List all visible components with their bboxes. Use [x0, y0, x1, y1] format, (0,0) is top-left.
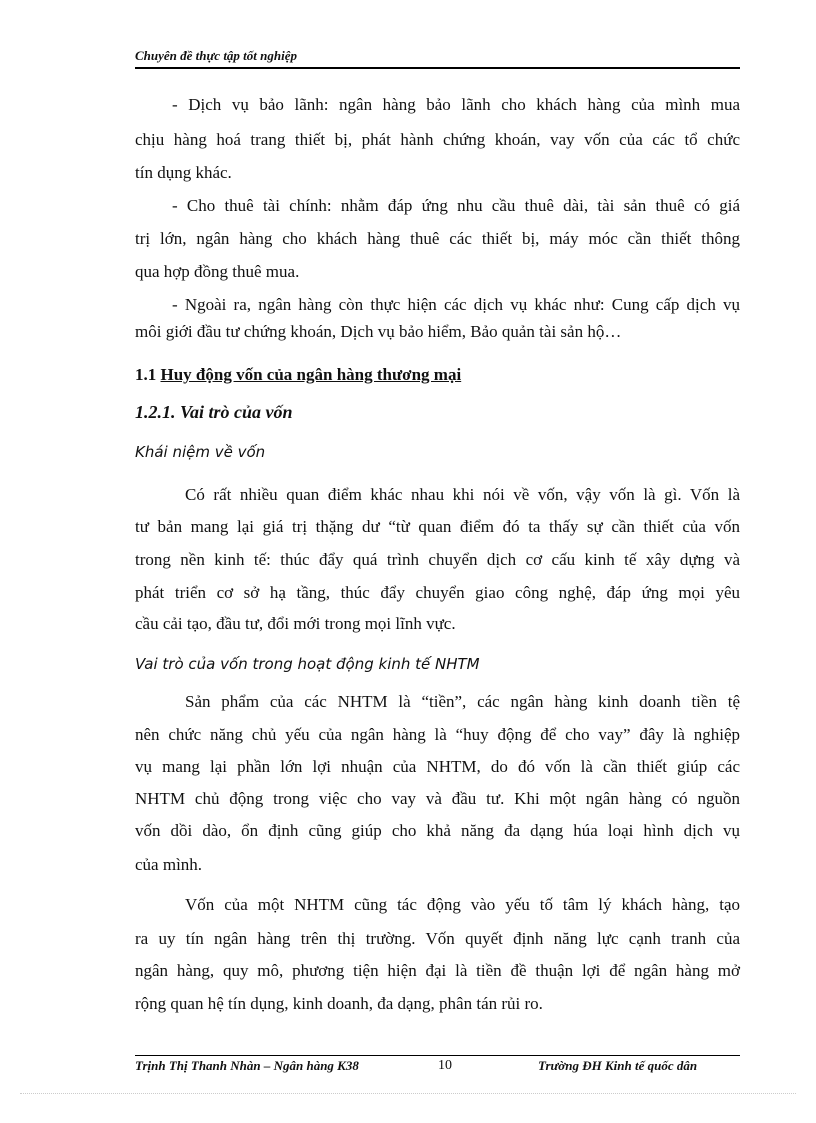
paragraph-line: môi giới đầu tư chứng khoán, Dịch vụ bảo hiểm, Bảo quản tài sản hộ… [135, 322, 622, 341]
section-heading [135, 365, 740, 385]
paragraph-line: ra uy tín ngân hàng trên thị trường. Vốn quyết định năng lực cạnh tranh của [135, 929, 740, 948]
paragraph-line: Có rất nhiều quan điểm khác nhau khi nói về vốn, vậy vốn là gì. Vốn là [185, 485, 740, 504]
paragraph-line: qua hợp đồng thuê mua. [135, 262, 300, 281]
section-title: Huy động vốn của ngân hàng thương mại [160, 365, 462, 384]
paragraph-line: vốn dồi dào, ổn định cũng giúp cho khả năng đa dạng húa loại hình dịch vụ [135, 821, 740, 840]
paragraph-line: tư bản mang lại giá trị thặng dư “từ quan điểm đó ta thấy sự cần thiết của vốn [135, 517, 740, 536]
subsection-heading: 1.2.1. Vai trò của vốn [135, 402, 293, 422]
paragraph-line: ngân hàng, quy mô, phương tiện hiện đại là tiền đề thuận lợi để ngân hàng mở [135, 961, 740, 980]
paragraph-line: NHTM chủ động trong việc cho vay và đầu tư. Khi một ngân hàng có nguồn [135, 789, 740, 808]
footer-school: Trường ĐH Kinh tế quốc dân [538, 1058, 698, 1073]
page-header: Chuyên đề thực tập tốt nghiệp [135, 48, 740, 69]
paragraph-line: rộng quan hệ tín dụng, kinh doanh, đa dạng, phân tán rủi ro. [135, 994, 543, 1013]
paragraph-line: - Ngoài ra, ngân hàng còn thực hiện các dịch vụ khác như: Cung cấp dịch vụ [172, 295, 740, 314]
paragraph-line: vụ mang lại phần lớn lợi nhuận của NHTM, do đó vốn là cần thiết giúp các [135, 757, 740, 776]
paragraph-line: nên chức năng chủ yếu của ngân hàng là “huy động để cho vay” đây là nghiệp [135, 725, 740, 744]
role-heading: Vai trò của vốn trong hoạt động kinh tế NHTM [135, 655, 480, 673]
paragraph-line: tín dụng khác. [135, 163, 232, 182]
paragraph-line: - Cho thuê tài chính: nhằm đáp ứng nhu cầu thuê dài, tài sản thuê có giá [172, 196, 740, 215]
paragraph-line: trị lớn, ngân hàng cho khách hàng thuê các thiết bị, máy móc cần thiết thông [135, 229, 740, 248]
paragraph-line: phát triển cơ sở hạ tầng, thúc đẩy chuyển giao công nghệ, đáp ứng mọi yêu [135, 583, 740, 602]
paragraph-line: Sản phẩm của các NHTM là “tiền”, các ngân hàng kinh doanh tiền tệ [185, 692, 740, 711]
paragraph-line: chịu hàng hoá trang thiết bị, phát hành chứng khoán, vay vốn của các tổ chức [135, 130, 740, 149]
paragraph-line: trong nền kinh tế: thúc đẩy quá trình chuyển dịch cơ cấu kinh tế xây dựng và [135, 550, 740, 569]
paragraph-line: Vốn của một NHTM cũng tác động vào yếu tố tâm lý khách hàng, tạo [185, 895, 740, 914]
page-edge-divider [20, 1093, 796, 1094]
footer-rule [135, 1055, 740, 1056]
page-number: 10 [438, 1058, 452, 1073]
footer-author: Trịnh Thị Thanh Nhàn – Ngân hàng K38 [135, 1058, 359, 1073]
paragraph-line: cầu cải tạo, đầu tư, đổi mới trong mọi lĩnh vực. [135, 614, 456, 633]
paragraph-line: của mình. [135, 855, 203, 874]
section-number: 1.1 [135, 365, 157, 384]
paragraph-line: - Dịch vụ bảo lãnh: ngân hàng bảo lãnh cho khách hàng của mình mua [172, 95, 740, 114]
concept-heading: Khái niệm về vốn [135, 443, 266, 461]
